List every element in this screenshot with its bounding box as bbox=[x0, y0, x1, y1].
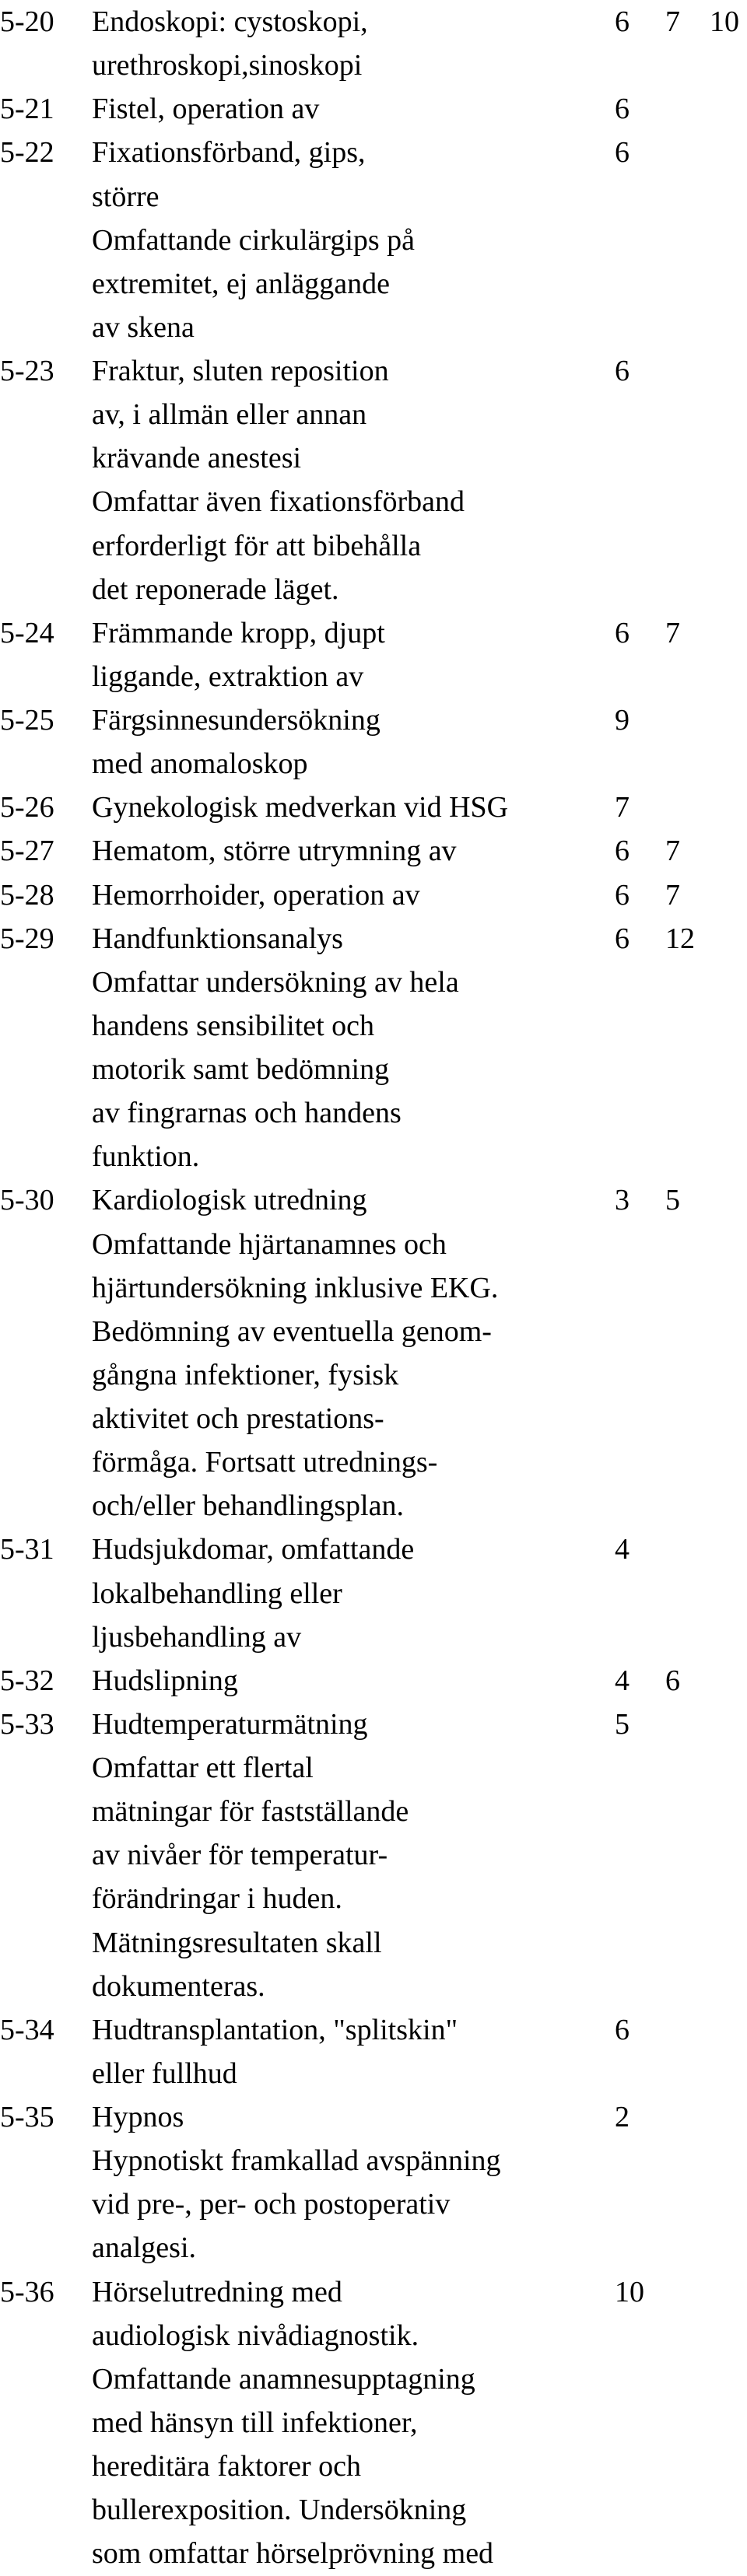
entry-title: Handfunktionsanalys bbox=[92, 922, 343, 955]
entry-code: 5-23 bbox=[0, 355, 54, 387]
entry-value: 6 bbox=[665, 1664, 680, 1697]
entry-value: 9 bbox=[615, 704, 630, 737]
entry-row bbox=[0, 611, 747, 655]
entry-title: Hudslipning bbox=[92, 1664, 238, 1697]
entry-value: 7 bbox=[665, 835, 680, 868]
entry-description-line: vid pre-, per- och postoperativ bbox=[92, 2188, 451, 2221]
entry-title: Kardiologisk utredning bbox=[92, 1184, 367, 1217]
entry-row bbox=[0, 1659, 747, 1703]
entry-continuation-line bbox=[0, 1397, 747, 1440]
entry-description-line: av nivåer för temperatur- bbox=[92, 1839, 388, 1872]
entry-description-line: Bedömning av eventuella genom- bbox=[92, 1314, 492, 1348]
entry-value: 6 bbox=[615, 835, 630, 868]
entry-row bbox=[0, 698, 747, 742]
entry-continuation-line bbox=[0, 1135, 747, 1178]
entry-continuation-line bbox=[0, 1833, 747, 1877]
entry-description-line: mätningar för fastställande bbox=[92, 1795, 409, 1829]
entry-description-line: Omfattande hjärtanamnes och bbox=[92, 1227, 447, 1261]
entry-continuation-line bbox=[0, 2401, 747, 2445]
entry-continuation-line bbox=[0, 2488, 747, 2532]
entry-row bbox=[0, 2095, 747, 2139]
entry-title: Hudsjukdomar, omfattande bbox=[92, 1533, 415, 1566]
entry-row bbox=[0, 1703, 747, 1746]
entry-continuation-line bbox=[0, 2052, 747, 2095]
entry-description-line: lokalbehandling eller bbox=[92, 1577, 342, 1610]
entry-description-line: eller fullhud bbox=[92, 2056, 237, 2090]
entry-code: 5-36 bbox=[0, 2275, 54, 2308]
entry-continuation-line bbox=[0, 1484, 747, 1528]
entry-description-line: dokumenteras. bbox=[92, 1969, 265, 2003]
entry-continuation-line bbox=[0, 1004, 747, 1048]
entry-row bbox=[0, 1178, 747, 1222]
entry-description-line: erforderligt för att bibehålla bbox=[92, 529, 422, 562]
entry-continuation-line bbox=[0, 1921, 747, 1965]
entry-continuation-line bbox=[0, 655, 747, 698]
entry-code: 5-25 bbox=[0, 704, 54, 737]
entry-row bbox=[0, 0, 747, 44]
entry-code: 5-28 bbox=[0, 878, 54, 912]
entry-row bbox=[0, 786, 747, 829]
entry-continuation-line bbox=[0, 742, 747, 786]
entry-title: Hudtemperaturmätning bbox=[92, 1707, 368, 1741]
entry-continuation-line bbox=[0, 1790, 747, 1833]
entry-code: 5-22 bbox=[0, 136, 54, 170]
entry-description-line: hjärtundersökning inklusive EKG. bbox=[92, 1271, 499, 1304]
entry-title: Fistel, operation av bbox=[92, 93, 320, 126]
entry-description-line: audiologisk nivådiagnostik. bbox=[92, 2319, 419, 2352]
entry-continuation-line bbox=[0, 2314, 747, 2357]
entry-continuation-line bbox=[0, 1440, 747, 1484]
entry-description-line: av, i allmän eller annan bbox=[92, 398, 367, 432]
entry-continuation-line bbox=[0, 1091, 747, 1135]
entry-description-line: hereditära faktorer och bbox=[92, 2450, 362, 2483]
entry-title: Hörselutredning med bbox=[92, 2275, 342, 2308]
entry-continuation-line bbox=[0, 306, 747, 349]
entry-continuation-line bbox=[0, 44, 747, 87]
entry-code: 5-27 bbox=[0, 835, 54, 868]
entry-continuation-line bbox=[0, 568, 747, 611]
entry-description-line: ljusbehandling av bbox=[92, 1620, 302, 1654]
entry-code: 5-30 bbox=[0, 1184, 54, 1217]
entry-continuation-line bbox=[0, 2182, 747, 2226]
entry-continuation-line bbox=[0, 480, 747, 523]
entry-description-line: av fingrarnas och handens bbox=[92, 1097, 402, 1130]
entry-title: Endoskopi: cystoskopi, bbox=[92, 5, 368, 38]
entry-value: 6 bbox=[615, 878, 630, 912]
entry-description-line: Omfattar undersökning av hela bbox=[92, 965, 459, 999]
entry-description-line: gångna infektioner, fysisk bbox=[92, 1358, 399, 1391]
entry-continuation-line bbox=[0, 393, 747, 436]
entry-title: Gynekologisk medverkan vid HSG bbox=[92, 791, 509, 824]
entry-description-line: Hypnotiskt framkallad avspänning bbox=[92, 2144, 501, 2178]
entry-continuation-line bbox=[0, 524, 747, 568]
entry-continuation-line bbox=[0, 1746, 747, 1790]
entry-description-line: handens sensibilitet och bbox=[92, 1009, 375, 1042]
entry-continuation-line bbox=[0, 1223, 747, 1266]
entry-description-line: extremitet, ej anläggande bbox=[92, 267, 390, 300]
entry-row bbox=[0, 131, 747, 174]
entry-value: 7 bbox=[615, 791, 630, 824]
entry-continuation-line bbox=[0, 1572, 747, 1615]
entry-code: 5-34 bbox=[0, 2013, 54, 2046]
entry-row bbox=[0, 1528, 747, 1571]
entry-continuation-line bbox=[0, 1048, 747, 1091]
entry-value: 7 bbox=[665, 878, 680, 912]
entry-title: Fraktur, sluten reposition bbox=[92, 355, 389, 387]
entry-continuation-line bbox=[0, 262, 747, 306]
entry-title: Hudtransplantation, "splitskin" bbox=[92, 2013, 458, 2046]
entry-row bbox=[0, 87, 747, 131]
entry-value: 6 bbox=[615, 616, 630, 649]
entry-row bbox=[0, 2008, 747, 2052]
entry-row bbox=[0, 349, 747, 393]
entry-description-line: större bbox=[92, 180, 160, 213]
entry-description-line: Mätningsresultaten skall bbox=[92, 1926, 382, 1959]
entry-continuation-line bbox=[0, 2445, 747, 2488]
entry-row bbox=[0, 917, 747, 961]
entry-description-line: funktion. bbox=[92, 1140, 200, 1174]
entry-description-line: av skena bbox=[92, 310, 195, 344]
entry-row bbox=[0, 829, 747, 873]
entry-title: Hemorrhoider, operation av bbox=[92, 878, 420, 912]
entry-description-line: med hänsyn till infektioner, bbox=[92, 2406, 418, 2439]
entry-value: 2 bbox=[615, 2101, 630, 2133]
entry-title: Hematom, större utrymning av bbox=[92, 835, 457, 868]
entry-title: Hypnos bbox=[92, 2101, 184, 2133]
entry-description-line: förändringar i huden. bbox=[92, 1882, 342, 1916]
entry-description-line: aktivitet och prestations- bbox=[92, 1402, 384, 1435]
entry-continuation-line bbox=[0, 2226, 747, 2270]
entry-description-line: urethroskopi,sinoskopi bbox=[92, 49, 363, 82]
entry-continuation-line bbox=[0, 2532, 747, 2575]
entry-continuation-line bbox=[0, 175, 747, 219]
entry-row bbox=[0, 2270, 747, 2314]
entry-code: 5-31 bbox=[0, 1533, 54, 1566]
entry-value: 5 bbox=[615, 1707, 630, 1741]
entry-description-line: Omfattar även fixationsförband bbox=[92, 485, 465, 519]
entry-code: 5-21 bbox=[0, 93, 54, 126]
entry-code: 5-33 bbox=[0, 1707, 54, 1741]
entry-title: Främmande kropp, djupt bbox=[92, 616, 385, 649]
entry-value: 6 bbox=[615, 922, 630, 955]
entry-description-line: det reponerade läget. bbox=[92, 572, 339, 606]
entry-code: 5-35 bbox=[0, 2101, 54, 2133]
entry-description-line: med anomaloskop bbox=[92, 747, 308, 781]
entry-value: 5 bbox=[665, 1184, 680, 1217]
entry-description-line: liggande, extraktion av bbox=[92, 660, 364, 693]
entry-code: 5-32 bbox=[0, 1664, 54, 1697]
entry-continuation-line bbox=[0, 1310, 747, 1353]
entry-description-line: och/eller behandlingsplan. bbox=[92, 1489, 404, 1523]
entry-title: Fixationsförband, gips, bbox=[92, 136, 366, 170]
entry-continuation-line bbox=[0, 1353, 747, 1397]
entry-value: 7 bbox=[665, 5, 680, 38]
entry-value: 4 bbox=[615, 1533, 630, 1566]
entry-continuation-line bbox=[0, 1615, 747, 1659]
entry-continuation-line bbox=[0, 436, 747, 480]
entry-value: 12 bbox=[665, 922, 695, 955]
entry-continuation-line bbox=[0, 1965, 747, 2008]
entry-value: 10 bbox=[615, 2275, 644, 2308]
entry-description-line: som omfattar hörselprövning med bbox=[92, 2537, 494, 2571]
entry-code: 5-29 bbox=[0, 922, 54, 955]
entry-description-line: krävande anestesi bbox=[92, 442, 302, 475]
entry-value: 3 bbox=[615, 1184, 630, 1217]
entry-value: 6 bbox=[615, 355, 630, 387]
entry-code: 5-20 bbox=[0, 5, 54, 38]
entry-value: 6 bbox=[615, 5, 630, 38]
entry-description-line: Omfattar ett flertal bbox=[92, 1752, 314, 1784]
entry-value: 6 bbox=[615, 93, 630, 126]
entry-value: 7 bbox=[665, 616, 680, 649]
entry-description-line: bullerexposition. Undersökning bbox=[92, 2494, 467, 2527]
entry-continuation-line bbox=[0, 2139, 747, 2182]
entry-value: 6 bbox=[615, 136, 630, 170]
entry-description-line: Omfattande anamnesupptagning bbox=[92, 2362, 475, 2396]
entry-code: 5-26 bbox=[0, 791, 54, 824]
entry-continuation-line bbox=[0, 2357, 747, 2401]
entry-description-line: förmåga. Fortsatt utrednings- bbox=[92, 1446, 438, 1479]
entry-value: 6 bbox=[615, 2013, 630, 2046]
entry-description-line: motorik samt bedömning bbox=[92, 1053, 390, 1086]
entry-continuation-line bbox=[0, 961, 747, 1004]
entry-description-line: analgesi. bbox=[92, 2231, 197, 2265]
entry-continuation-line bbox=[0, 219, 747, 262]
entry-continuation-line bbox=[0, 1266, 747, 1310]
entry-value: 4 bbox=[615, 1664, 630, 1697]
entry-description-line: Omfattande cirkulärgips på bbox=[92, 223, 416, 257]
entry-code: 5-24 bbox=[0, 616, 54, 649]
entry-row bbox=[0, 873, 747, 917]
entry-title: Färgsinnesundersökning bbox=[92, 704, 381, 737]
entry-value: 10 bbox=[710, 5, 739, 38]
entry-continuation-line bbox=[0, 1877, 747, 1920]
